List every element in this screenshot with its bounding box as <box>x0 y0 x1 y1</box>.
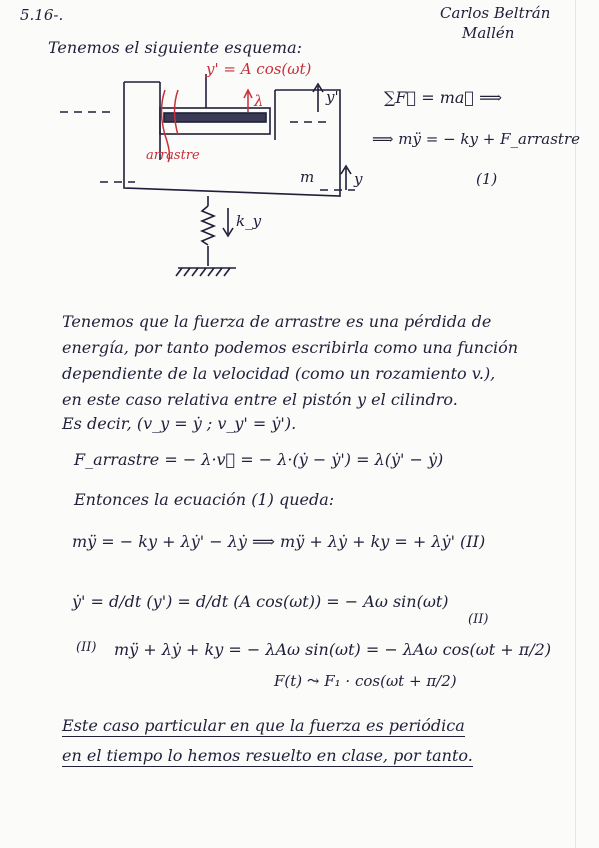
drag-force-equation: F_arrastre = − λ·v⃗ = − λ·(ẏ − ẏ') = λ(ẏ' − ẏ) <box>74 450 444 469</box>
lambda-label: λ <box>254 92 264 110</box>
paragraph-line-2: energía, por tanto podemos escribirla como una función <box>62 338 519 357</box>
paragraph-line-4: en este caso relativa entre el pistón y el cilindro. <box>62 390 458 409</box>
piston-diagram <box>0 0 599 300</box>
newton-equation: ⟹ mÿ = − ky + F_arrastre <box>372 130 580 148</box>
closing-line-2: en el tiempo lo hemos resuelto en clase, por tanto. <box>62 746 473 765</box>
paragraph-line-5: Es decir, (v_y = ẏ ; v_y' = ẏ'). <box>62 414 297 433</box>
author-name: Carlos Beltrán <box>440 4 551 22</box>
spring-label: k_y <box>236 212 262 230</box>
drag-label: arrastre <box>146 148 200 163</box>
mass-label: m <box>300 168 315 186</box>
paragraph-line-3: dependiente de la velocidad (como un rozamiento v.), <box>62 364 496 383</box>
force-label: y' = A cos(ωt) <box>206 60 312 78</box>
motion-equation: mÿ = − ky + λẏ' − λẏ ⟹ mÿ + λẏ + ky = + λẏ' (II) <box>72 532 486 551</box>
intro-text: Tenemos el siguiente esquema: <box>48 38 302 57</box>
periodic-force: F(t) ⤳ F₁ · cos(ωt + π/2) <box>274 672 457 690</box>
y-label: y <box>354 170 363 188</box>
problem-number: 5.16-. <box>20 6 64 24</box>
derivative-tag: (II) <box>468 612 489 627</box>
final-tag: (II) <box>76 640 97 655</box>
newton-law: ∑F⃗ = ma⃗ ⟹ <box>384 88 503 107</box>
author-surname: Mallén <box>462 24 515 42</box>
derivative-equation: ẏ' = d/dt (y') = d/dt (A cos(ωt)) = − Aω sin(ωt) <box>72 592 449 611</box>
final-equation: mÿ + λẏ + ky = − λAω sin(ωt) = − λAω cos(ωt + π/2) <box>114 640 552 659</box>
equation-tag-1: (1) <box>476 170 498 188</box>
then-text: Entonces la ecuación (1) queda: <box>74 490 335 509</box>
paragraph-line-1: Tenemos que la fuerza de arrastre es una pérdida de <box>62 312 492 331</box>
closing-line-1: Este caso particular en que la fuerza es periódica <box>62 716 465 735</box>
yprime-label: y' <box>326 88 339 106</box>
